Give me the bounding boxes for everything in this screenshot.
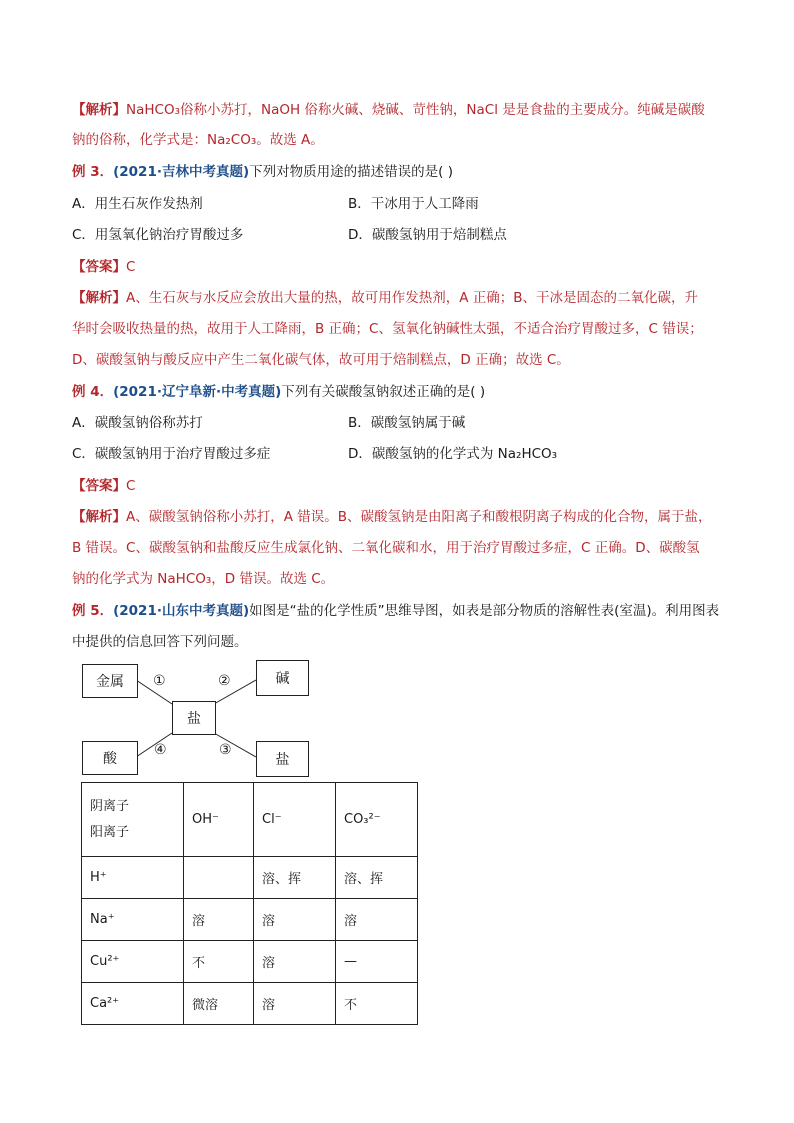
mindmap-node-acid: 酸 (82, 741, 138, 775)
mindmap-label-3: ③ (219, 742, 232, 758)
option-c: C．碳酸氢钠用于治疗胃酸过多症 (72, 446, 271, 462)
example-number: 例 5． (72, 603, 114, 619)
table-row (82, 941, 418, 983)
oh-cell: 不 (184, 941, 254, 983)
option-d: D．碳酸氢钠的化学式为 Na₂HCO₃ (348, 446, 558, 462)
example-4-analysis-2: B 错误。C、碳酸氢钠和盐酸反应生成氯化钠、二氧化碳和水，用于治疗胃酸过多症，C 正确。D、碳酸氢 (72, 540, 700, 556)
cation-cell: Cu²⁺ (82, 941, 184, 983)
mindmap-node-center-salt: 盐 (172, 701, 216, 735)
option-a: A．用生石灰作发热剂 (72, 196, 203, 212)
analysis-tag: 【解析】 (72, 290, 126, 306)
table-row (82, 857, 418, 899)
example-5-question-cont: 中提供的信息回答下列问题。 (72, 634, 248, 650)
cl-cell: 溶、挥 (254, 857, 336, 899)
table-row (82, 899, 418, 941)
example-4-analysis-3: 钠的化学式为 NaHCO₃，D 错误。故选 C。 (72, 571, 335, 587)
solubility-table (81, 782, 418, 1025)
example-source: (2021·山东中考真题) (113, 603, 250, 619)
answer-tag: 【答案】 (72, 259, 126, 275)
mindmap-node-metal: 金属 (82, 664, 138, 698)
question-text: 下列有关碳酸氢钠叙述正确的是( ) (281, 384, 486, 400)
analysis-tag: 【解析】 (72, 509, 126, 525)
cation-label: 阳离子 (90, 824, 130, 840)
column-header-cl: Cl⁻ (254, 783, 336, 857)
mindmap-label-2: ② (218, 673, 231, 689)
example-source: (2021·辽宁阜新·中考真题) (113, 384, 282, 400)
question-text: 如图是“盐的化学性质”思维导图，如表是部分物质的溶解性表(室温)。利用图表 (249, 603, 720, 619)
example-source: (2021·吉林中考真题) (113, 164, 250, 180)
question-text: 下列对物质用途的描述错误的是( ) (249, 164, 453, 180)
example-number: 例 3． (72, 164, 114, 180)
cl-cell: 溶 (254, 983, 336, 1025)
answer-value: C (126, 259, 136, 275)
option-c: C．用氢氧化钠治疗胃酸过多 (72, 227, 244, 243)
cl-cell: 溶 (254, 941, 336, 983)
analysis-text: A、生石灰与水反应会放出大量的热，故可用作发热剂，A 正确；B、干冰是固态的二氧化碳，升 (126, 290, 699, 306)
table-corner-header (82, 783, 184, 857)
oh-cell: 微溶 (184, 983, 254, 1025)
oh-cell (184, 857, 254, 899)
cation-cell: Ca²⁺ (82, 983, 184, 1025)
co3-cell: 溶 (336, 899, 418, 941)
example-3-analysis-3: D、碳酸氢钠与酸反应中产生二氧化碳气体，故可用于焙制糕点，D 正确；故选 C。 (72, 352, 570, 368)
mindmap-node-base: 碱 (256, 660, 309, 696)
co3-cell: 不 (336, 983, 418, 1025)
analysis-tag: 【解析】 (72, 102, 126, 118)
answer-value: C (126, 478, 136, 494)
oh-cell: 溶 (184, 899, 254, 941)
table-row (82, 983, 418, 1025)
mindmap-node-salt: 盐 (256, 741, 309, 777)
table-header-row (82, 783, 418, 857)
example-3-analysis-2: 华时会吸收热量的热，故用于人工降雨，B 正确；C、氢氧化钠碱性太强，不适合治疗胃酸过多，C 错误； (72, 321, 703, 337)
cation-cell: Na⁺ (82, 899, 184, 941)
mindmap-label-4: ④ (154, 742, 167, 758)
anion-label: 阴离子 (90, 798, 130, 814)
column-header-oh: OH⁻ (184, 783, 254, 857)
analysis-text: A、碳酸氢钠俗称小苏打，A 错误。B、碳酸氢钠是由阳离子和酸根阴离子构成的化合物，属于盐， (126, 509, 712, 525)
option-a: A．碳酸氢钠俗称苏打 (72, 415, 203, 431)
co3-cell: — (336, 941, 418, 983)
analysis-text: NaHCO₃俗称小苏打，NaOH 俗称火碱、烧碱、苛性钠，NaCl 是是食盐的主要成分。纯碱是碳酸 (126, 102, 705, 118)
prev-analysis-line-2: 钠的俗称，化学式是：Na₂CO₃。故选 A。 (72, 132, 324, 148)
example-number: 例 4． (72, 384, 114, 400)
mindmap-label-1: ① (153, 673, 166, 689)
option-b: B．干冰用于人工降雨 (348, 196, 479, 212)
option-b: B．碳酸氢钠属于碱 (348, 415, 466, 431)
answer-tag: 【答案】 (72, 478, 126, 494)
cation-cell: H⁺ (82, 857, 184, 899)
option-d: D．碳酸氢钠用于焙制糕点 (348, 227, 507, 243)
cl-cell: 溶 (254, 899, 336, 941)
column-header-co3: CO₃²⁻ (336, 783, 418, 857)
co3-cell: 溶、挥 (336, 857, 418, 899)
